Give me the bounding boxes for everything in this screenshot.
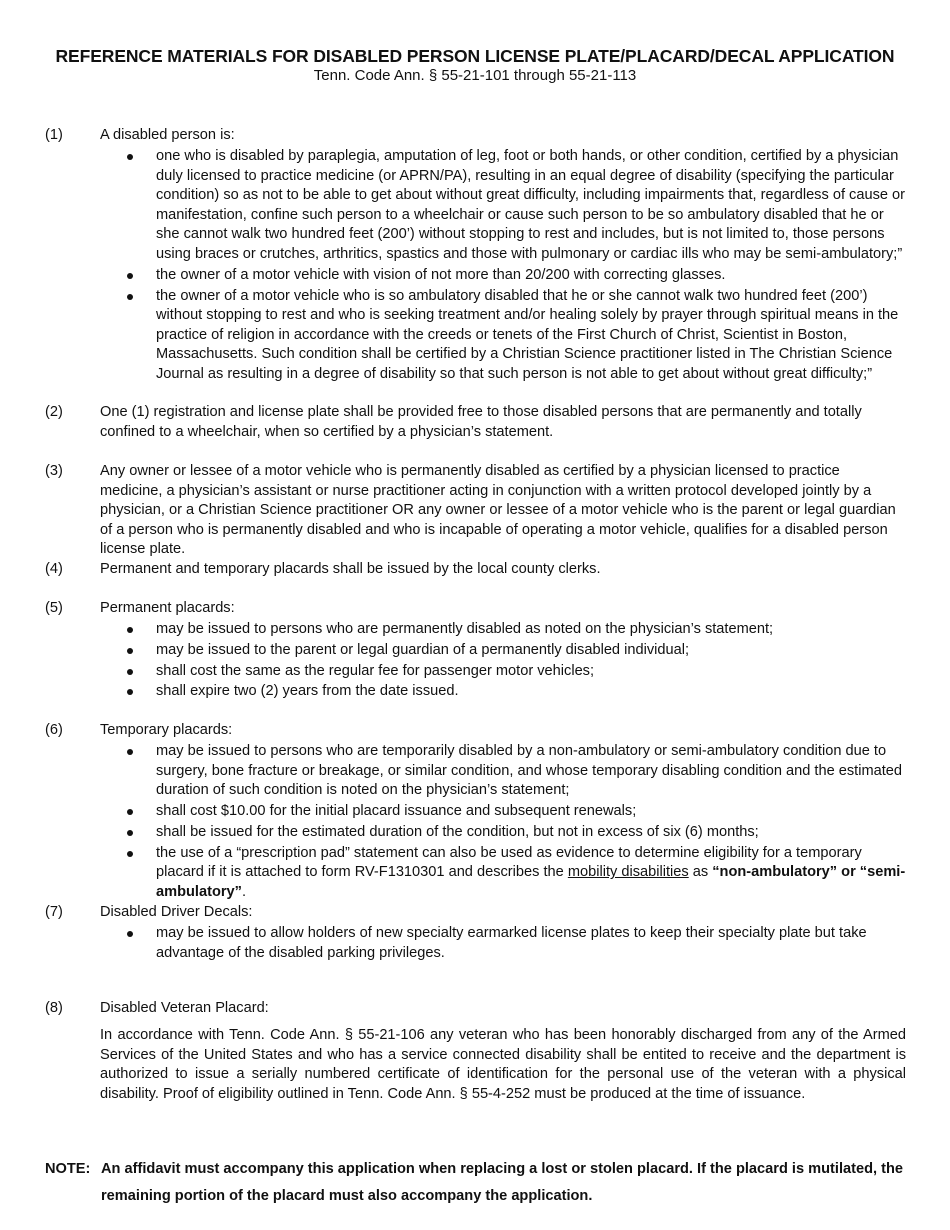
list-item-text: may be issued to allow holders of new specialty earmarked license plates to keep their specialty plate but take advantage of the disabled parking privileges.: [156, 925, 867, 961]
text-segment: the use of a “prescription pad” statement can also be used as evidence to determine eligibility for a temporary placard if it is attached to form RV-F1310301 and describes the: [156, 844, 862, 881]
bullet-icon: [127, 749, 133, 755]
section-2: [0, 403, 950, 442]
bullet-icon: [127, 294, 133, 300]
bullet-icon: [127, 648, 133, 654]
note-label: NOTE:: [45, 1161, 91, 1177]
section-number: (6): [45, 722, 63, 738]
bullet-icon: [127, 689, 133, 695]
bullet-icon: [127, 931, 133, 937]
list-item: [100, 924, 906, 963]
bullet-icon: [127, 830, 133, 836]
bullet-icon: [127, 627, 133, 633]
list-item-text: may be issued to the parent or legal guardian of a permanently disabled individual;: [156, 641, 690, 658]
bullet-list: [100, 742, 906, 904]
list-item-text: may be issued to persons who are permanently disabled as noted on the physician’s statement;: [156, 621, 774, 637]
section-number: (5): [45, 600, 63, 616]
section-number: (4): [45, 561, 63, 577]
section-text: One (1) registration and license plate shall be provided free to those disabled persons that are permanently and totally confined to a wheelchair, when so certified by a physician’s statement.: [100, 404, 862, 440]
section-4: [0, 560, 950, 580]
list-item: [100, 742, 906, 801]
section-heading: Temporary placards:: [100, 722, 233, 738]
section-number: (7): [45, 904, 63, 920]
bullet-list: [100, 924, 906, 964]
bullet-icon: [127, 154, 133, 160]
list-item: [100, 147, 906, 265]
bullet-icon: [127, 851, 133, 857]
list-item: [100, 287, 906, 385]
bullet-list: [100, 620, 906, 703]
text-segment: as: [688, 864, 713, 881]
section-number: (3): [45, 463, 63, 479]
section-heading: Permanent placards:: [100, 600, 235, 616]
section-text: In accordance with Tenn. Code Ann. § 55-21-106 any veteran who has been honorably discharged from any of the Armed Services of the United States and who has a service connected disability shall be entited to receive and the department is authorized to issue a serially numbered certificate of identification for the personal use of the veteran with a physical disability. Proof of eligibility outlined in Tenn. Code Ann. § 55-4-252 must be produced at the time of issuance.: [100, 1027, 906, 1102]
list-item-text: shall cost the same as the regular fee for passenger motor vehicles;: [156, 662, 595, 679]
page-subtitle: Tenn. Code Ann. § 55-21-101 through 55-21-113: [313, 67, 637, 84]
note-text: An affidavit must accompany this application when replacing a lost or stolen placard. If the placard is mutilated, the remaining portion of the placard must also accompany the application.: [101, 1161, 904, 1204]
bullet-icon: [127, 273, 133, 279]
list-item-text: shall be issued for the estimated duration of the condition, but not in excess of six (6) months;: [156, 823, 759, 840]
note-block: [45, 1156, 915, 1209]
list-item: [100, 620, 906, 640]
section-3: [0, 462, 950, 560]
bullet-list: [100, 147, 906, 386]
list-item-text: shall expire two (2) years from the date issued.: [156, 683, 459, 700]
section-heading: Disabled Veteran Placard:: [100, 1000, 269, 1016]
section-text: Permanent and temporary placards shall be issued by the local county clerks.: [100, 561, 601, 577]
list-item-text: shall cost $10.00 for the initial placard issuance and subsequent renewals;: [156, 802, 637, 819]
list-item-text: the owner of a motor vehicle with vision of not more than 20/200 with correcting glasses.: [156, 266, 726, 283]
section-heading: A disabled person is:: [100, 127, 235, 143]
list-item: [100, 823, 906, 843]
list-item-text: the owner of a motor vehicle who is so ambulatory disabled that he or she cannot walk two hundred feet (200’) without stopping to rest and who is seeking treatment and/or healing solely by prayer through spiritual means in the practice of religion in accordance with the creeds or tenets of the First Church of Christ, Scientist in Boston, Massachusetts. Such condition shall be certified by a Christian Science practitioner listed in The Christian Science Journal as resulting in a degree of disability so that such person is not able to get about without great difficulty;”: [156, 287, 899, 382]
list-item: [100, 662, 906, 682]
list-item: [100, 802, 906, 822]
bullet-icon: [127, 669, 133, 675]
list-item-text: may be issued to persons who are temporarily disabled by a non-ambulatory or semi-ambulatory condition due to surgery, bone fracture or breakage, or similar condition, and whose temporary disabling condition and the estimated duration of such condition is noted on the physician’s statement;: [156, 743, 903, 799]
section-number: (8): [45, 1000, 63, 1016]
list-item: [100, 641, 906, 661]
section-number: (1): [45, 127, 63, 143]
list-item-text: [156, 845, 905, 900]
list-item-text: one who is disabled by paraplegia, amputation of leg, foot or both hands, or other condition, certified by a physician duly licensed to practice medicine (or APRN/PA), resulting in an equal degree of disability (specifying the particular condition) so as not to be able to get about without great difficulty, including impairments that, regardless of cause or manifestation, confine such person to a wheelchair or cause such person to be so ambulatory disabled that he or she cannot walk two hundred feet (200’) without stopping to rest and includes, but is not limited to, those persons using braces or crutches, arthritics, spastics and those with pulmonary or cardiac ills who may be semi-ambulatory;”: [156, 148, 906, 262]
text-segment: .: [241, 883, 247, 900]
bold-text: “non-ambulatory” or “semi-ambulatory”: [156, 864, 906, 900]
list-item: [100, 266, 906, 286]
underlined-text: mobility disabilities: [567, 864, 689, 881]
bullet-icon: [127, 809, 133, 815]
page-title: REFERENCE MATERIALS FOR DISABLED PERSON LICENSE PLATE/PLACARD/DECAL APPLICATION: [55, 46, 895, 66]
section-heading: Disabled Driver Decals:: [100, 904, 253, 920]
section-8: [0, 999, 950, 1104]
section-text: Any owner or lessee of a motor vehicle who is permanently disabled as certified by a physician licensed to practice medicine, a physician’s assistant or nurse practitioner acting in conjunction with a written protocol developed jointly by a physician, or a Christian Science practitioner OR any owner or lessee of a motor vehicle who is the parent or legal guardian of a person who is permanently disabled and who is incapable of operating a motor vehicle, qualifies for a disabled person license plate.: [100, 463, 896, 558]
list-item: [100, 682, 906, 702]
section-number: (2): [45, 404, 63, 420]
list-item: [100, 844, 906, 903]
